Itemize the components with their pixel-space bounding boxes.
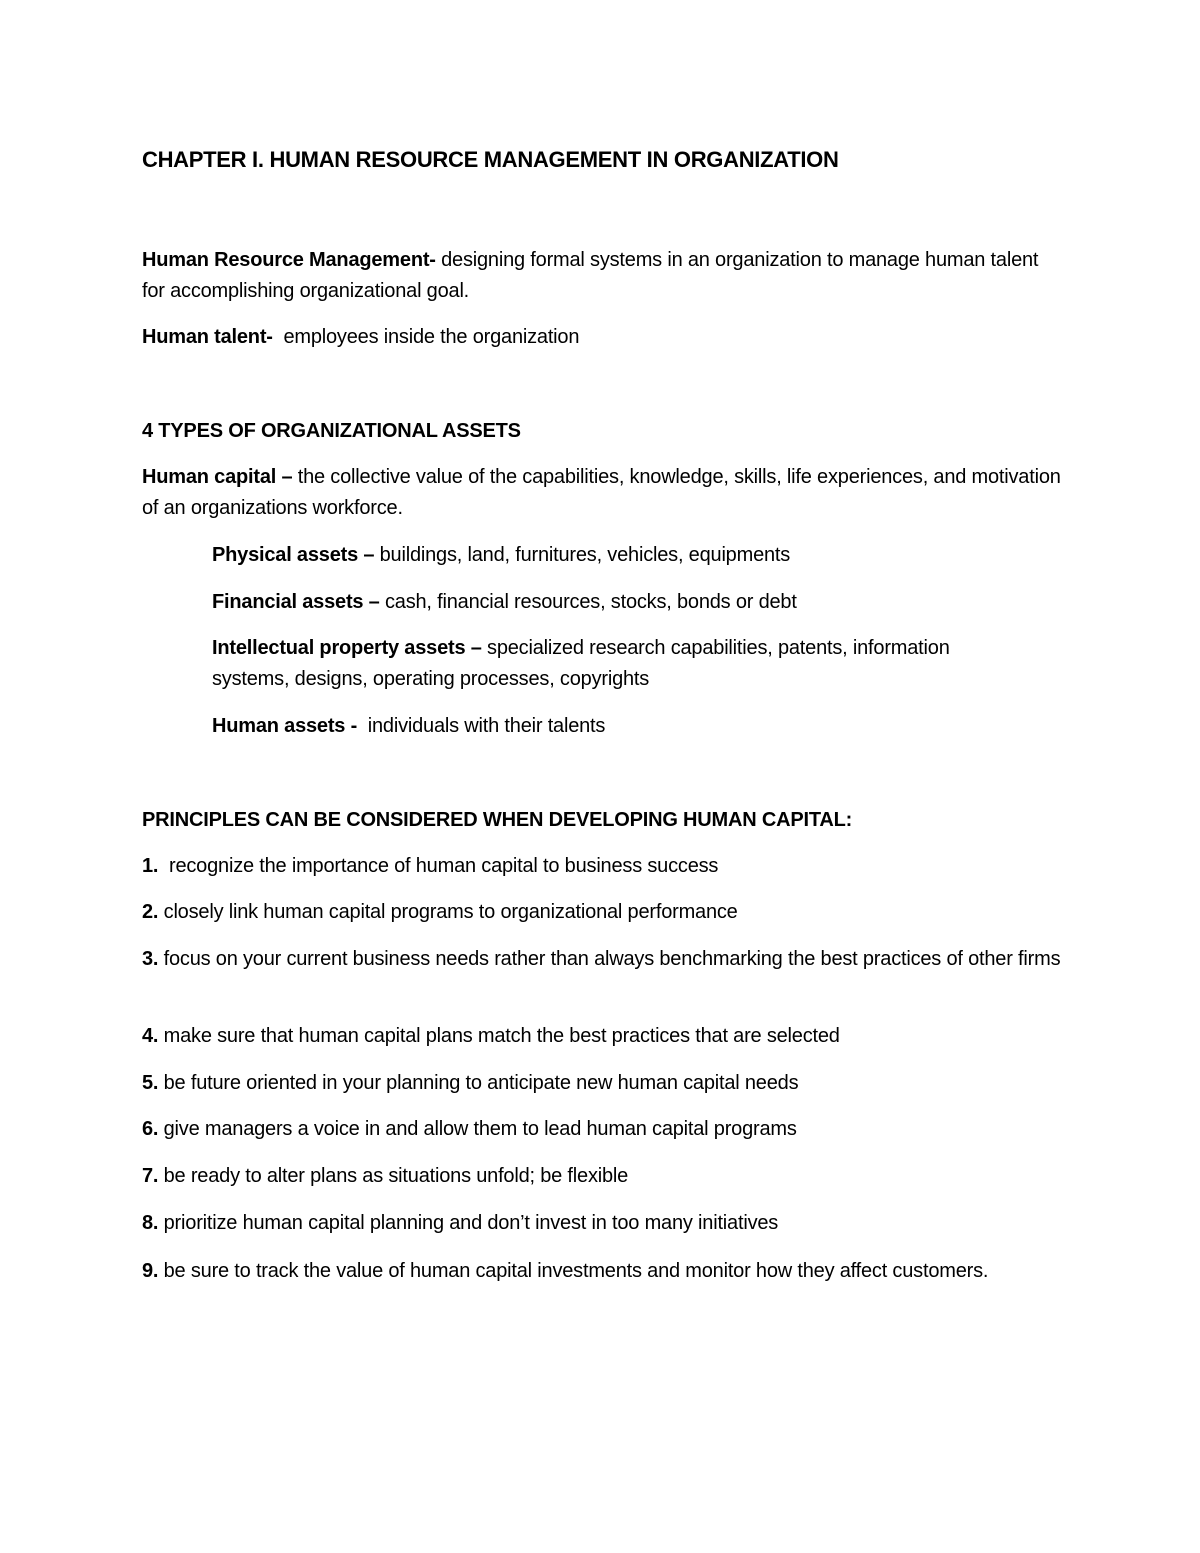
principle-number: 6. — [142, 1118, 159, 1140]
principle-item — [142, 1021, 1062, 1052]
principle-number: 8. — [142, 1212, 159, 1234]
principle-number: 2. — [142, 901, 159, 923]
chapter-title: CHAPTER I. HUMAN RESOURCE MANAGEMENT IN ORGANIZATION — [142, 147, 839, 172]
principle-item — [142, 897, 1062, 928]
principles-heading: PRINCIPLES CAN BE CONSIDERED WHEN DEVELOPING HUMAN CAPITAL: — [142, 809, 853, 831]
asset-term: Physical assets – — [212, 544, 375, 566]
principle-text: give managers a voice in and allow them to lead human capital programs — [158, 1118, 797, 1140]
principle-number: 5. — [142, 1072, 159, 1094]
asset-type-human — [212, 711, 1032, 742]
principle-item — [142, 851, 1062, 882]
principle-item — [142, 1256, 1062, 1287]
principle-text: closely link human capital programs to organizational performance — [158, 901, 738, 923]
principle-item — [142, 1114, 1062, 1145]
definition-hrm — [142, 245, 1062, 307]
principle-item — [142, 1161, 1062, 1192]
asset-term: Intellectual property assets – — [212, 637, 482, 659]
principle-item — [142, 1068, 1062, 1099]
asset-text: specialized research capabilities, patents, information systems, designs, operating processes, copyrights — [212, 637, 950, 690]
definition-term: Human talent- — [142, 326, 273, 348]
definition-text: the collective value of the capabilities, knowledge, skills, life experiences, and motivation of an organizations workforce. — [142, 466, 1061, 519]
asset-text: individuals with their talents — [357, 715, 606, 737]
principle-text: be ready to alter plans as situations unfold; be flexible — [158, 1165, 629, 1187]
principle-number: 3. — [142, 948, 159, 970]
principle-text: make sure that human capital plans match the best practices that are selected — [158, 1025, 840, 1047]
principle-number: 9. — [142, 1260, 159, 1282]
definition-term: Human capital – — [142, 466, 293, 488]
principle-text: be future oriented in your planning to anticipate new human capital needs — [158, 1072, 799, 1094]
assets-heading: 4 TYPES OF ORGANIZATIONAL ASSETS — [142, 420, 521, 442]
asset-type-physical — [212, 540, 1032, 571]
human-capital-definition — [142, 462, 1062, 524]
asset-text: buildings, land, furnitures, vehicles, equipments — [374, 544, 791, 566]
definition-term: Human Resource Management- — [142, 249, 436, 271]
principle-text: be sure to track the value of human capital investments and monitor how they affect customers. — [158, 1260, 989, 1282]
principle-number: 1. — [142, 855, 159, 877]
asset-text: cash, financial resources, stocks, bonds or debt — [379, 591, 797, 613]
asset-term: Human assets - — [212, 715, 358, 737]
principle-text: focus on your current business needs rather than always benchmarking the best practices of other firms — [158, 948, 1061, 970]
principle-number: 4. — [142, 1025, 159, 1047]
principle-text: prioritize human capital planning and don’t invest in too many initiatives — [158, 1212, 779, 1234]
asset-type-financial — [212, 587, 1032, 618]
definition-text: employees inside the organization — [272, 326, 580, 348]
principle-item — [142, 1208, 1062, 1239]
principle-number: 7. — [142, 1165, 159, 1187]
asset-term: Financial assets – — [212, 591, 380, 613]
definition-human-talent — [142, 322, 1062, 353]
definition-text: designing formal systems in an organization to manage human talent for accomplishing organizational goal. — [142, 249, 1039, 302]
principle-text: recognize the importance of human capital to business success — [158, 855, 719, 877]
principle-item — [142, 944, 1062, 975]
asset-type-intellectual — [212, 633, 1032, 695]
